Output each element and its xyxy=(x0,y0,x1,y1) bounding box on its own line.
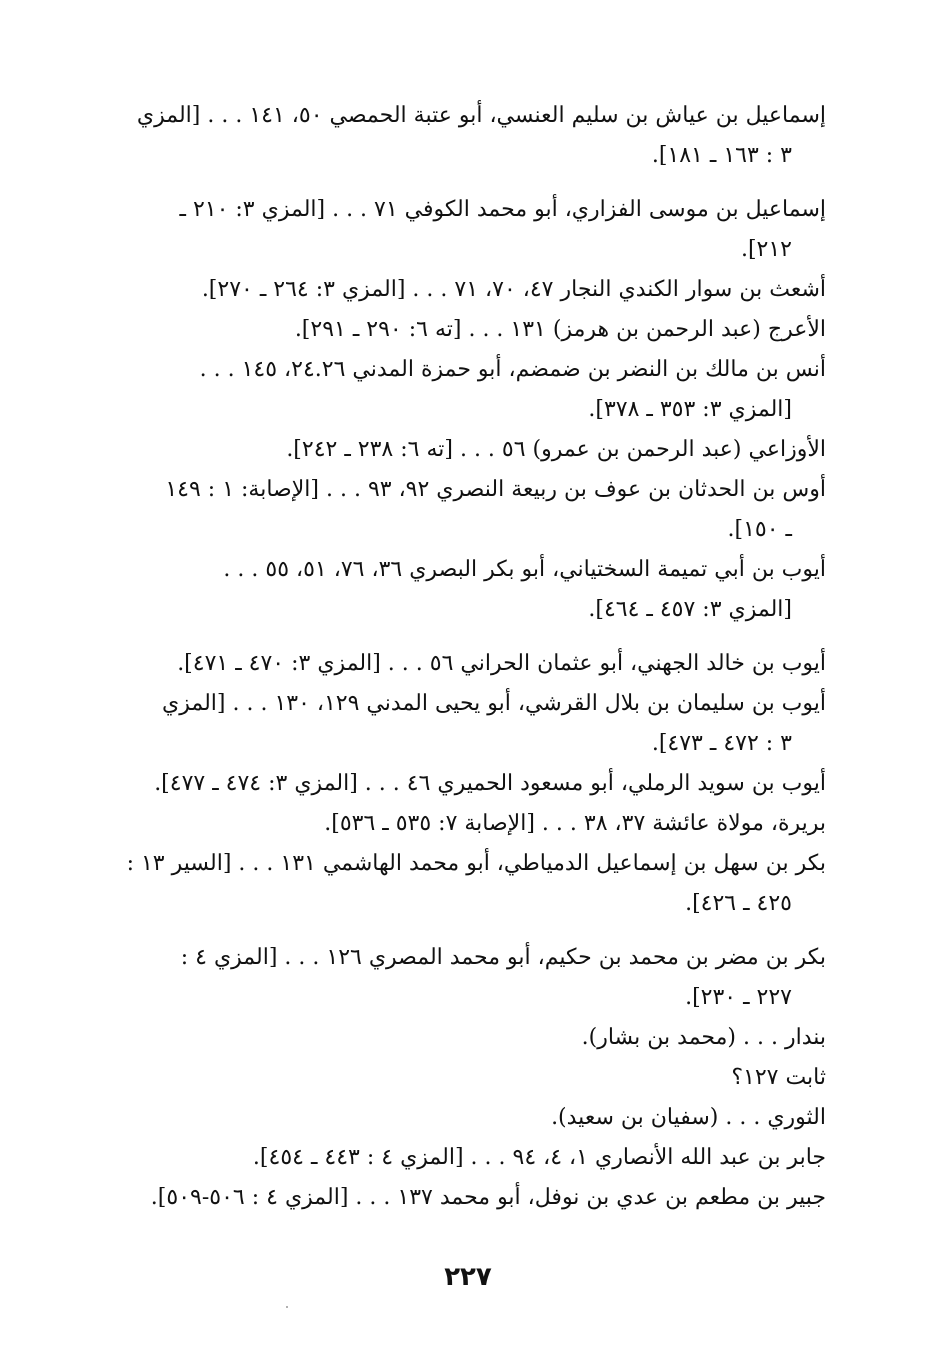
entry-continuation: ٢٢٧ ـ ٢٣٠]. xyxy=(685,985,792,1010)
index-entry xyxy=(118,350,826,430)
index-entry xyxy=(118,550,826,630)
scan-speck xyxy=(286,1306,288,1308)
entry-continuation: ٤٢٥ ـ ٤٢٦]. xyxy=(685,891,792,916)
index-entry xyxy=(118,1018,826,1058)
entry-text: بكر بن سهل بن إسماعيل الدمياطي، أبو محمد الهاشمي ١٣١ . . . [السير ١٣ : xyxy=(126,851,826,876)
entry-text: بكر بن مضر بن محمد بن حكيم، أبو محمد المصري ١٢٦ . . . [المزي ٤ : xyxy=(180,945,826,970)
entry-text: إسماعيل بن عياش بن سليم العنسي، أبو عتبة الحمصي ٥٠، ١٤١ . . . [المزي xyxy=(136,103,826,128)
entry-text: أيوب بن خالد الجهني، أبو عثمان الحراني ٥٦ . . . [المزي ٣: ٤٧٠ ـ ٤٧١]. xyxy=(177,651,826,676)
index-entry xyxy=(118,1178,826,1218)
entry-text: أشعث بن سوار الكندي النجار ٤٧، ٧٠، ٧١ . . . [المزي ٣: ٢٦٤ ـ ٢٧٠]. xyxy=(201,277,826,302)
index-entry xyxy=(118,1138,826,1178)
entry-text: أيوب بن سليمان بن بلال القرشي، أبو يحيى المدني ١٢٩، ١٣٠ . . . [المزي xyxy=(162,691,826,716)
index-entry xyxy=(118,470,826,550)
entry-text: الأعرج (عبد الرحمن بن هرمز) ١٣١ . . . [ته ٦: ٢٩٠ ـ ٢٩١]. xyxy=(294,317,826,342)
index-entry xyxy=(118,684,826,764)
entry-text: أيوب بن أبي تميمة السختياني، أبو بكر البصري ٣٦، ٧٦، ٥١، ٥٥ . . . xyxy=(223,557,826,582)
entry-continuation: [المزي ٣: ٣٥٣ ـ ٣٧٨]. xyxy=(588,397,792,422)
entry-text: أوس بن الحدثان بن عوف بن ربيعة النصري ٩٢، ٩٣ . . . [الإصابة: ١ : ١٤٩ xyxy=(165,477,826,502)
entry-text: الأوزاعي (عبد الرحمن بن عمرو) ٥٦ . . . [ته ٦: ٢٣٨ ـ ٢٤٢]. xyxy=(286,437,826,462)
entry-continuation: [المزي ٣: ٤٥٧ ـ ٤٦٤]. xyxy=(588,597,792,622)
entry-text: بندار . . . (محمد بن بشار). xyxy=(581,1025,826,1050)
index-entry xyxy=(118,1098,826,1138)
entry-continuation: ٢١٢]. xyxy=(740,237,792,262)
index-entry xyxy=(118,310,826,350)
entry-text: بريرة، مولاة عائشة ٣٧، ٣٨ . . . [الإصابة ٧: ٥٣٥ ـ ٥٣٦]. xyxy=(324,811,826,836)
index-entry xyxy=(118,844,826,924)
entry-text: إسماعيل بن موسى الفزاري، أبو محمد الكوفي ٧١ . . . [المزي ٣: ٢١٠ ـ xyxy=(179,197,826,222)
index-entry xyxy=(118,430,826,470)
entry-continuation: ـ ١٥٠]. xyxy=(727,517,792,542)
index-entry xyxy=(118,804,826,844)
entry-text: جابر بن عبد الله الأنصاري ١، ٤، ٩٤ . . . [المزي ٤ : ٤٤٣ ـ ٤٥٤]. xyxy=(252,1145,826,1170)
index-entry xyxy=(118,190,826,270)
entry-continuation: ٣ : ١٦٣ ـ ١٨١]. xyxy=(651,143,792,168)
page-number: ٢٢٧ xyxy=(444,1262,492,1292)
entry-continuation: ٣ : ٤٧٢ ـ ٤٧٣]. xyxy=(651,731,792,756)
index-entry xyxy=(118,644,826,684)
index-page xyxy=(118,96,826,1218)
entry-text: جبير بن مطعم بن عدي بن نوفل، أبو محمد ١٣٧ . . . [المزي ٤ : ٥٠٦-٥٠٩]. xyxy=(150,1185,826,1210)
index-entry xyxy=(118,764,826,804)
entry-text: أنس بن مالك بن النضر بن ضمضم، أبو حمزة المدني ٢٤.٢٦، ١٤٥ . . . xyxy=(199,357,826,382)
entry-text: الثوري . . . (سفيان بن سعيد). xyxy=(551,1105,826,1130)
index-entry xyxy=(118,96,826,176)
entry-text: ثابت ١٢٧؟ xyxy=(731,1065,826,1090)
index-entry xyxy=(118,938,826,1018)
index-entry xyxy=(118,1058,826,1098)
index-entry xyxy=(118,270,826,310)
entry-text: أيوب بن سويد الرملي، أبو مسعود الحميري ٤٦ . . . [المزي ٣: ٤٧٤ ـ ٤٧٧]. xyxy=(154,771,826,796)
